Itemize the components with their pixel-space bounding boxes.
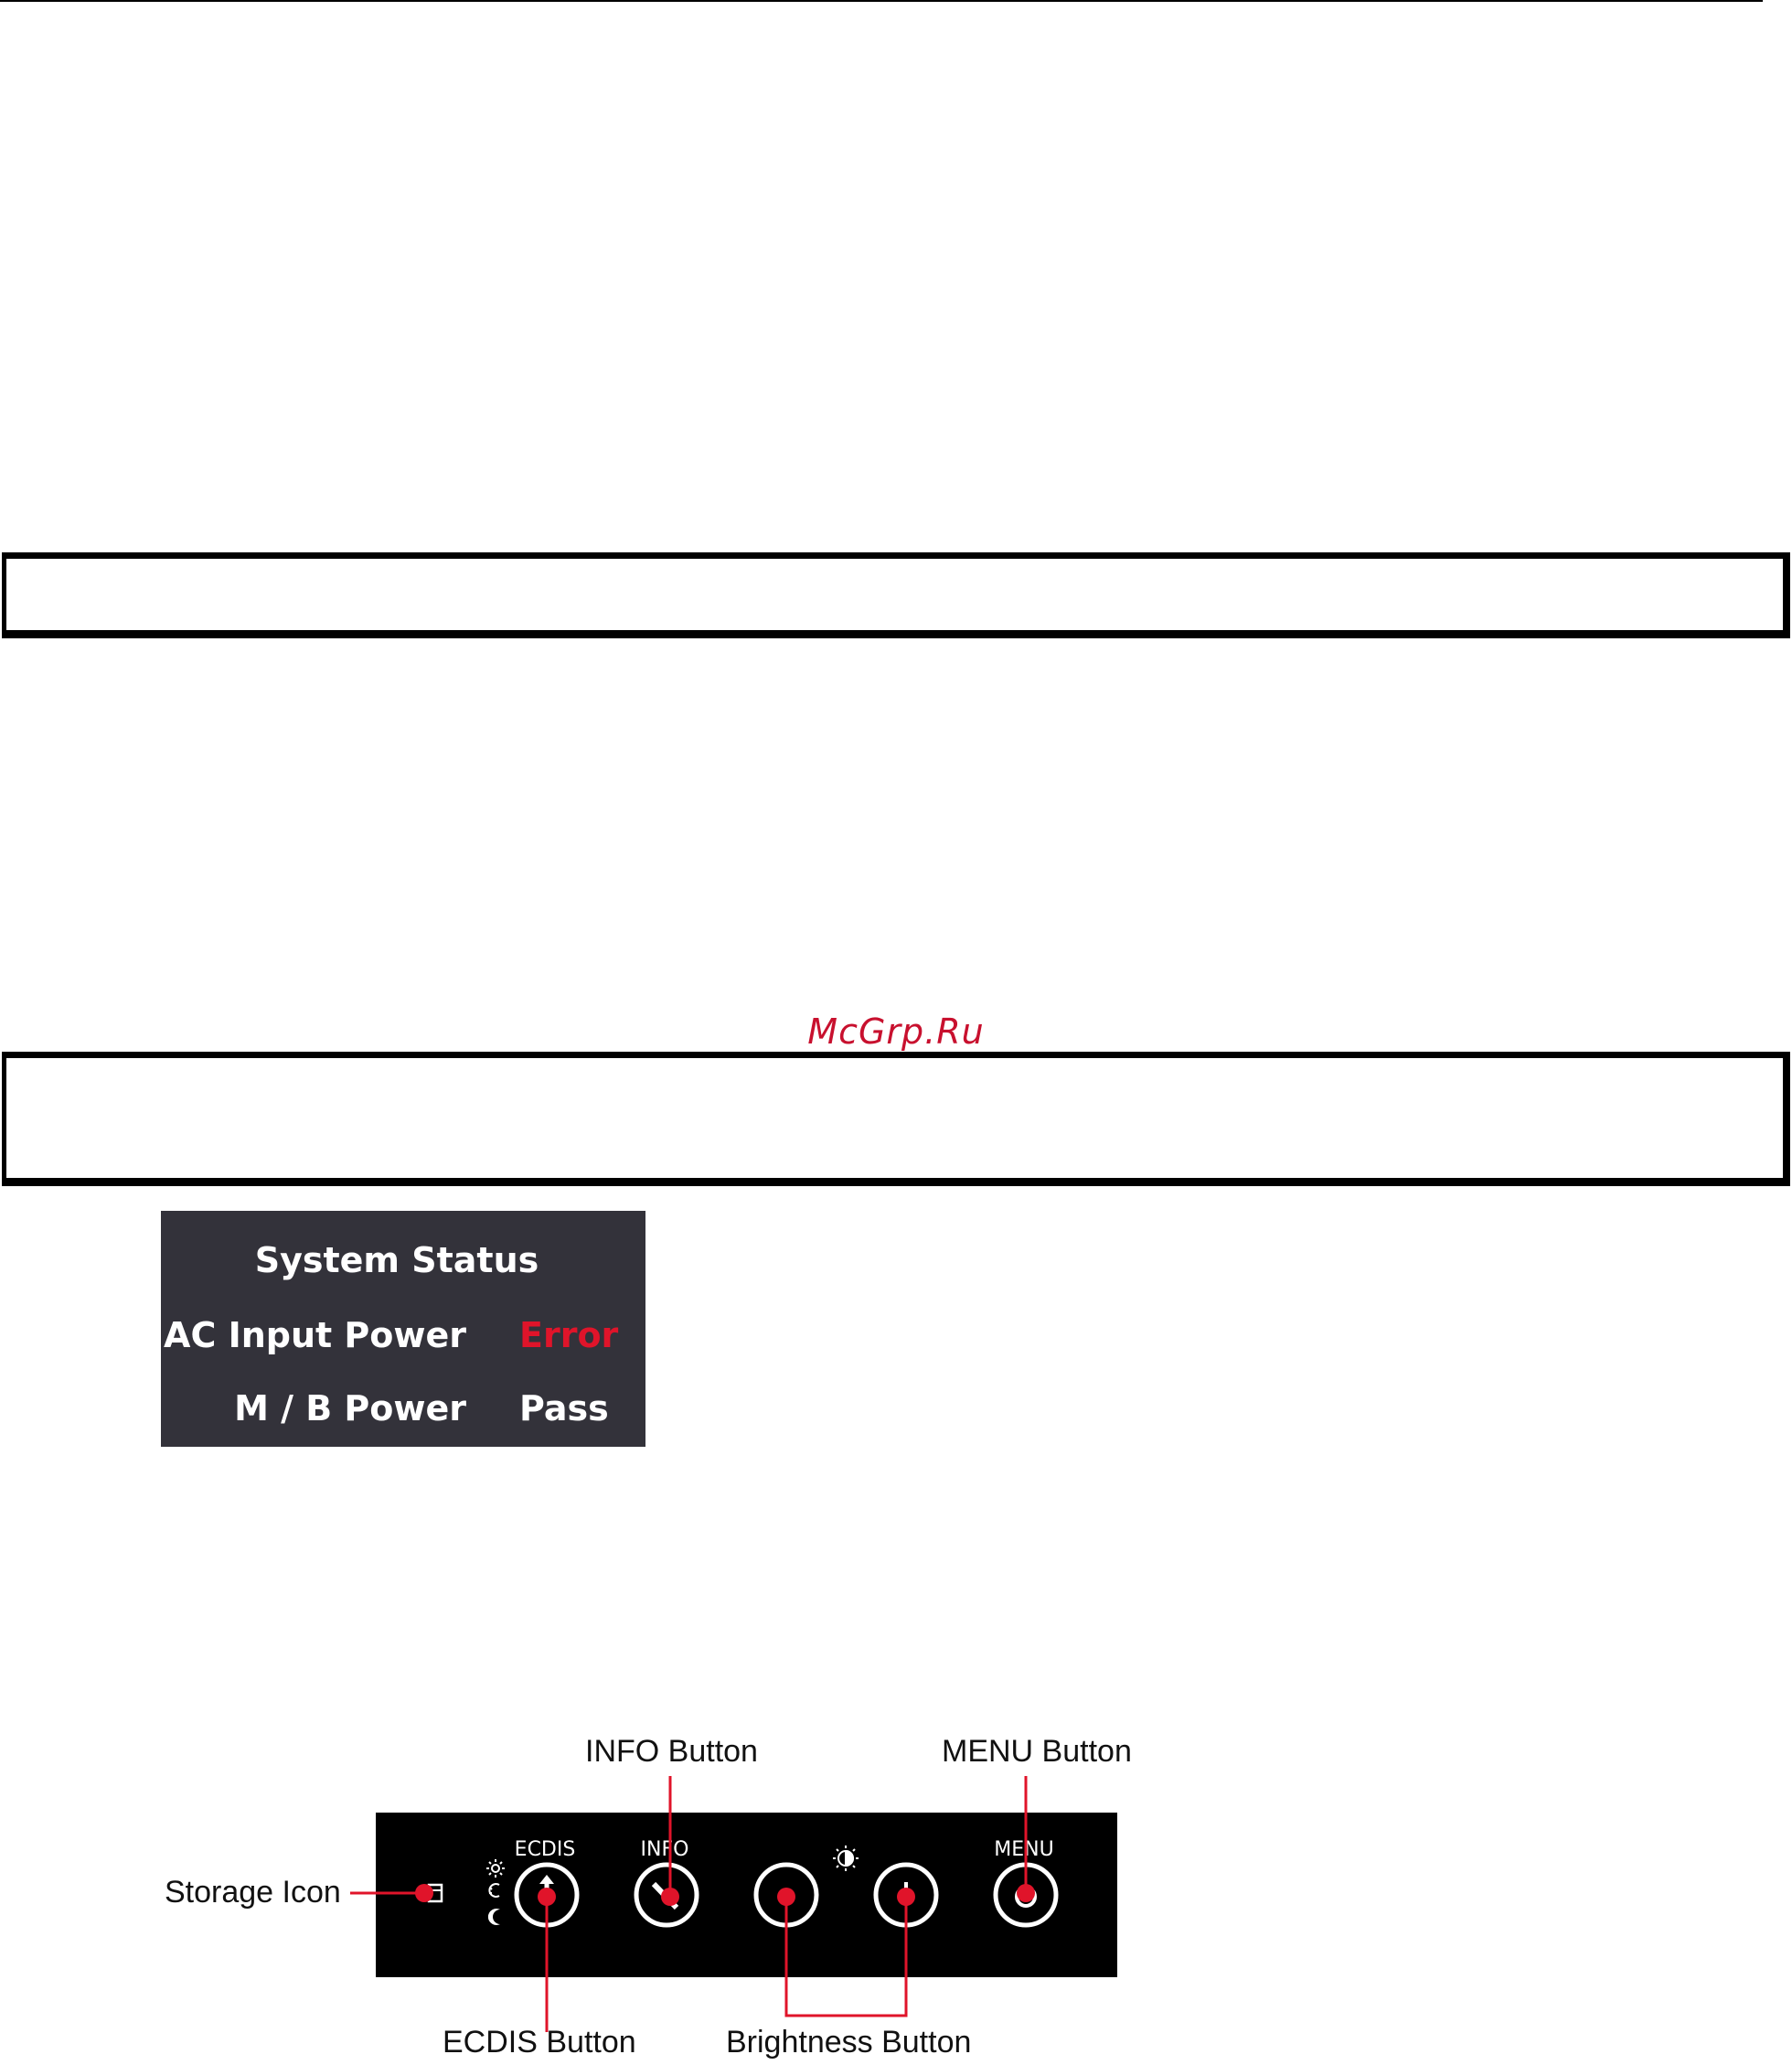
- storage-icon-callout: Storage Icon: [165, 1875, 341, 1910]
- menu-button-callout: MENU Button: [942, 1734, 1132, 1769]
- ac-input-power-value: Error: [519, 1315, 619, 1355]
- ecdis-button-callout: ECDIS Button: [443, 2025, 636, 2060]
- front-panel-body: [376, 1813, 1117, 1977]
- panel-label-info: INFO: [640, 1838, 689, 1861]
- framed-box-1: [2, 552, 1790, 638]
- top-rule: [0, 0, 1763, 2]
- front-panel-diagram: [0, 1701, 1792, 2065]
- mb-power-value: Pass: [519, 1388, 609, 1428]
- framed-box-2: [2, 1052, 1790, 1186]
- status-title: System Status: [254, 1240, 539, 1280]
- system-status-panel: [161, 1211, 645, 1447]
- watermark: McGrp.Ru: [807, 1011, 985, 1052]
- mb-power-label: M / B Power: [234, 1388, 466, 1428]
- ac-input-power-label: AC Input Power: [164, 1315, 466, 1355]
- panel-label-ecdis: ECDIS: [514, 1838, 576, 1861]
- brightness-button-callout: Brightness Button: [726, 2025, 972, 2060]
- panel-label-menu: MENU: [994, 1838, 1054, 1861]
- info-button-callout: INFO Button: [585, 1734, 758, 1769]
